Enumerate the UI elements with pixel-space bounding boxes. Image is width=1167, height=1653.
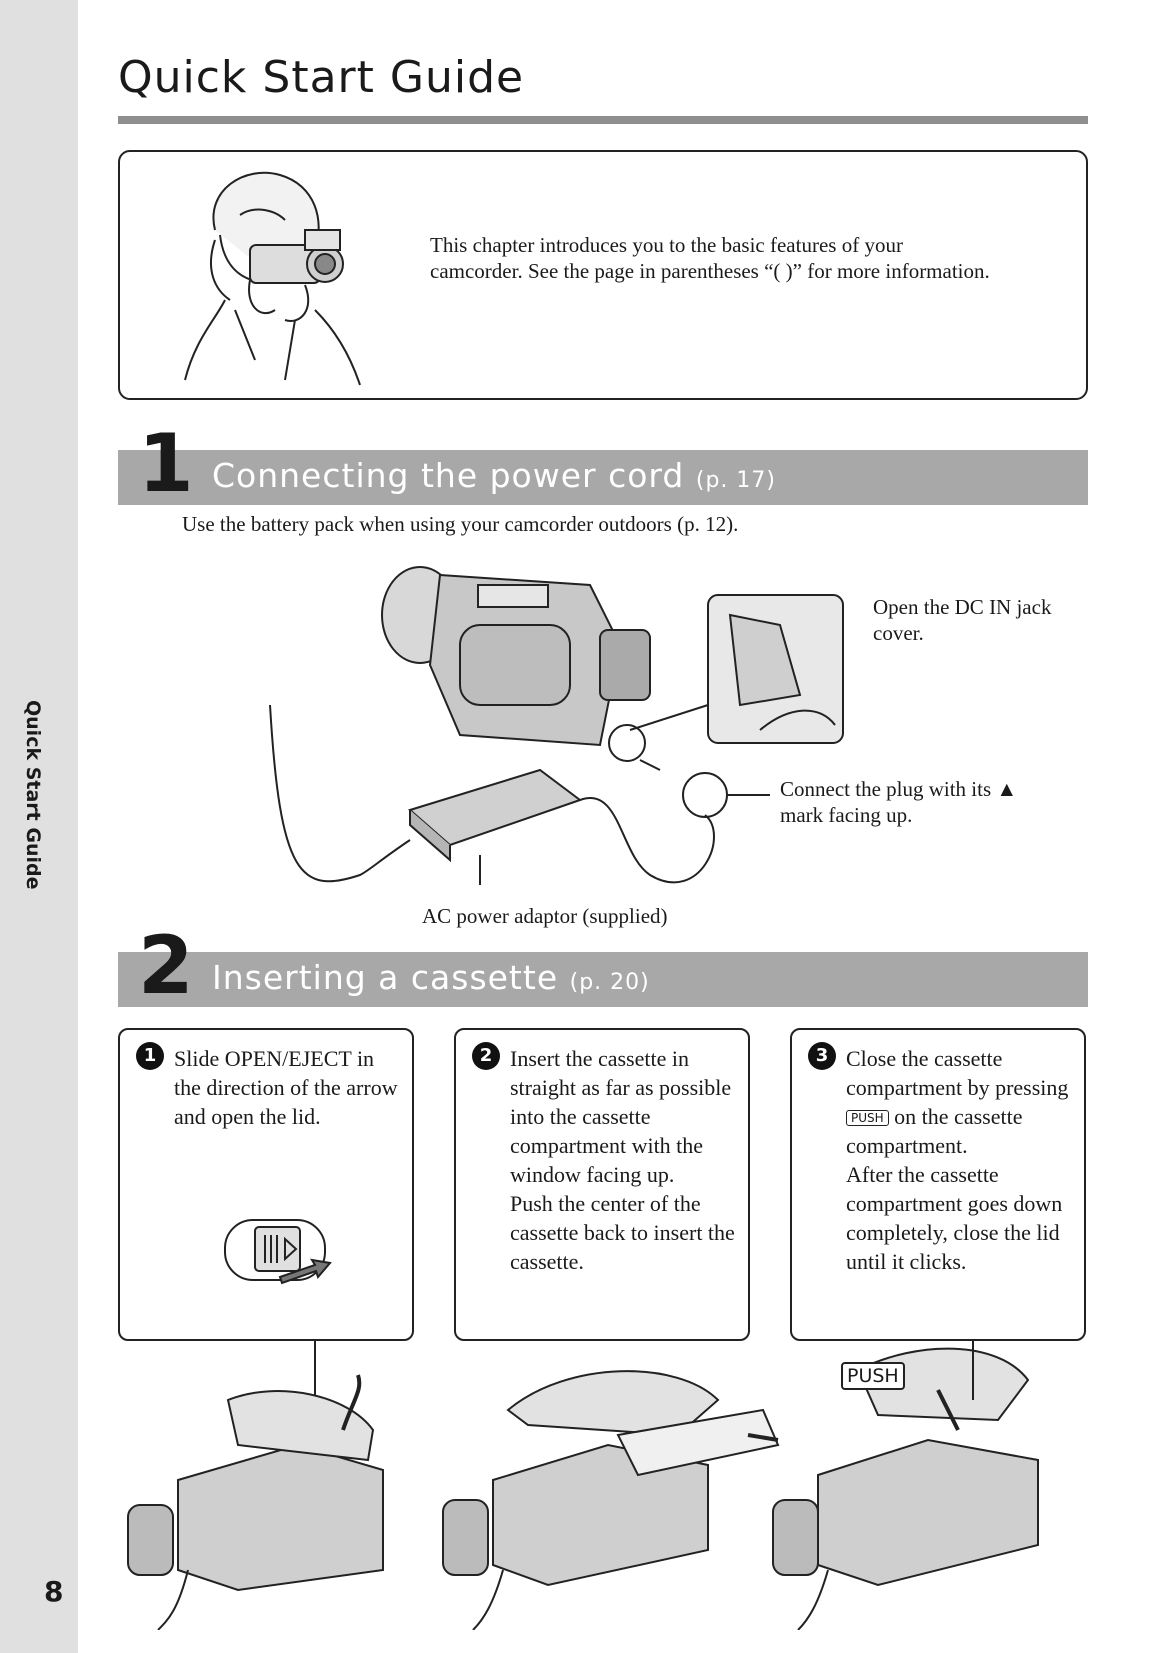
- section-2-number: 2: [138, 919, 194, 1012]
- step-2-text-b: Push the center of the cassette back to insert the cassette.: [510, 1191, 735, 1274]
- power-cord-diagram: [260, 555, 860, 895]
- push-button-icon: PUSH: [846, 1110, 889, 1126]
- step-3-text-post: on the cassette compartment.: [846, 1104, 1023, 1158]
- page-number: 8: [44, 1575, 64, 1608]
- step-3-text-b: After the cassette compartment goes down completely, close the lid until it clicks.: [846, 1162, 1063, 1274]
- section-2-page-ref: (p. 20): [569, 970, 650, 995]
- woman-filming-illustration: [175, 160, 375, 390]
- page-title: Quick Start Guide: [118, 52, 525, 103]
- push-label: PUSH: [841, 1362, 905, 1390]
- intro-box: [118, 150, 1088, 400]
- step-1-number: 1: [136, 1042, 164, 1070]
- section-1-page-ref: (p. 17): [695, 468, 776, 493]
- open-eject-switch-icon: [220, 1205, 340, 1295]
- step-2-number: 2: [472, 1042, 500, 1070]
- step-1-text: Slide OPEN/EJECT in the direction of the arrow and open the lid.: [174, 1046, 398, 1129]
- battery-note: Use the battery pack when using your camcorder outdoors (p. 12).: [182, 512, 739, 536]
- section-1-title: [212, 456, 776, 495]
- step-3-text-pre: Close the cassette compartment by pressing: [846, 1046, 1069, 1100]
- step-2-box: [454, 1028, 750, 1341]
- section-2-title: [212, 958, 650, 997]
- step-2-text: [510, 1044, 742, 1276]
- step-3-text: [846, 1044, 1078, 1276]
- callout-plug: Connect the plug with its ▲ mark facing up.: [780, 777, 1018, 827]
- step-2-text-a: Insert the cassette in straight as far as possible into the cassette compartment with the window facing up.: [510, 1046, 732, 1187]
- callout-adaptor: AC power adaptor (supplied): [422, 904, 668, 928]
- step-3-number: 3: [808, 1042, 836, 1070]
- side-label: Quick Start Guide: [22, 700, 44, 890]
- callout-dc-in: Open the DC IN jack cover.: [873, 595, 1052, 645]
- step-3-box: [790, 1028, 1086, 1341]
- section-2-title-text: Inserting a cassette: [212, 958, 559, 997]
- title-rule: [118, 116, 1088, 124]
- section-2-bar: [118, 919, 1088, 1012]
- cassette-insertion-illustrations: [118, 1340, 1088, 1630]
- intro-text: This chapter introduces you to the basic features of your camcorder. See the page in parentheses “( )” for more information.: [430, 233, 990, 283]
- section-1-number: 1: [138, 417, 194, 510]
- section-1-bar: [118, 417, 1088, 510]
- step-1-box: [118, 1028, 414, 1341]
- section-1-title-text: Connecting the power cord: [212, 456, 685, 495]
